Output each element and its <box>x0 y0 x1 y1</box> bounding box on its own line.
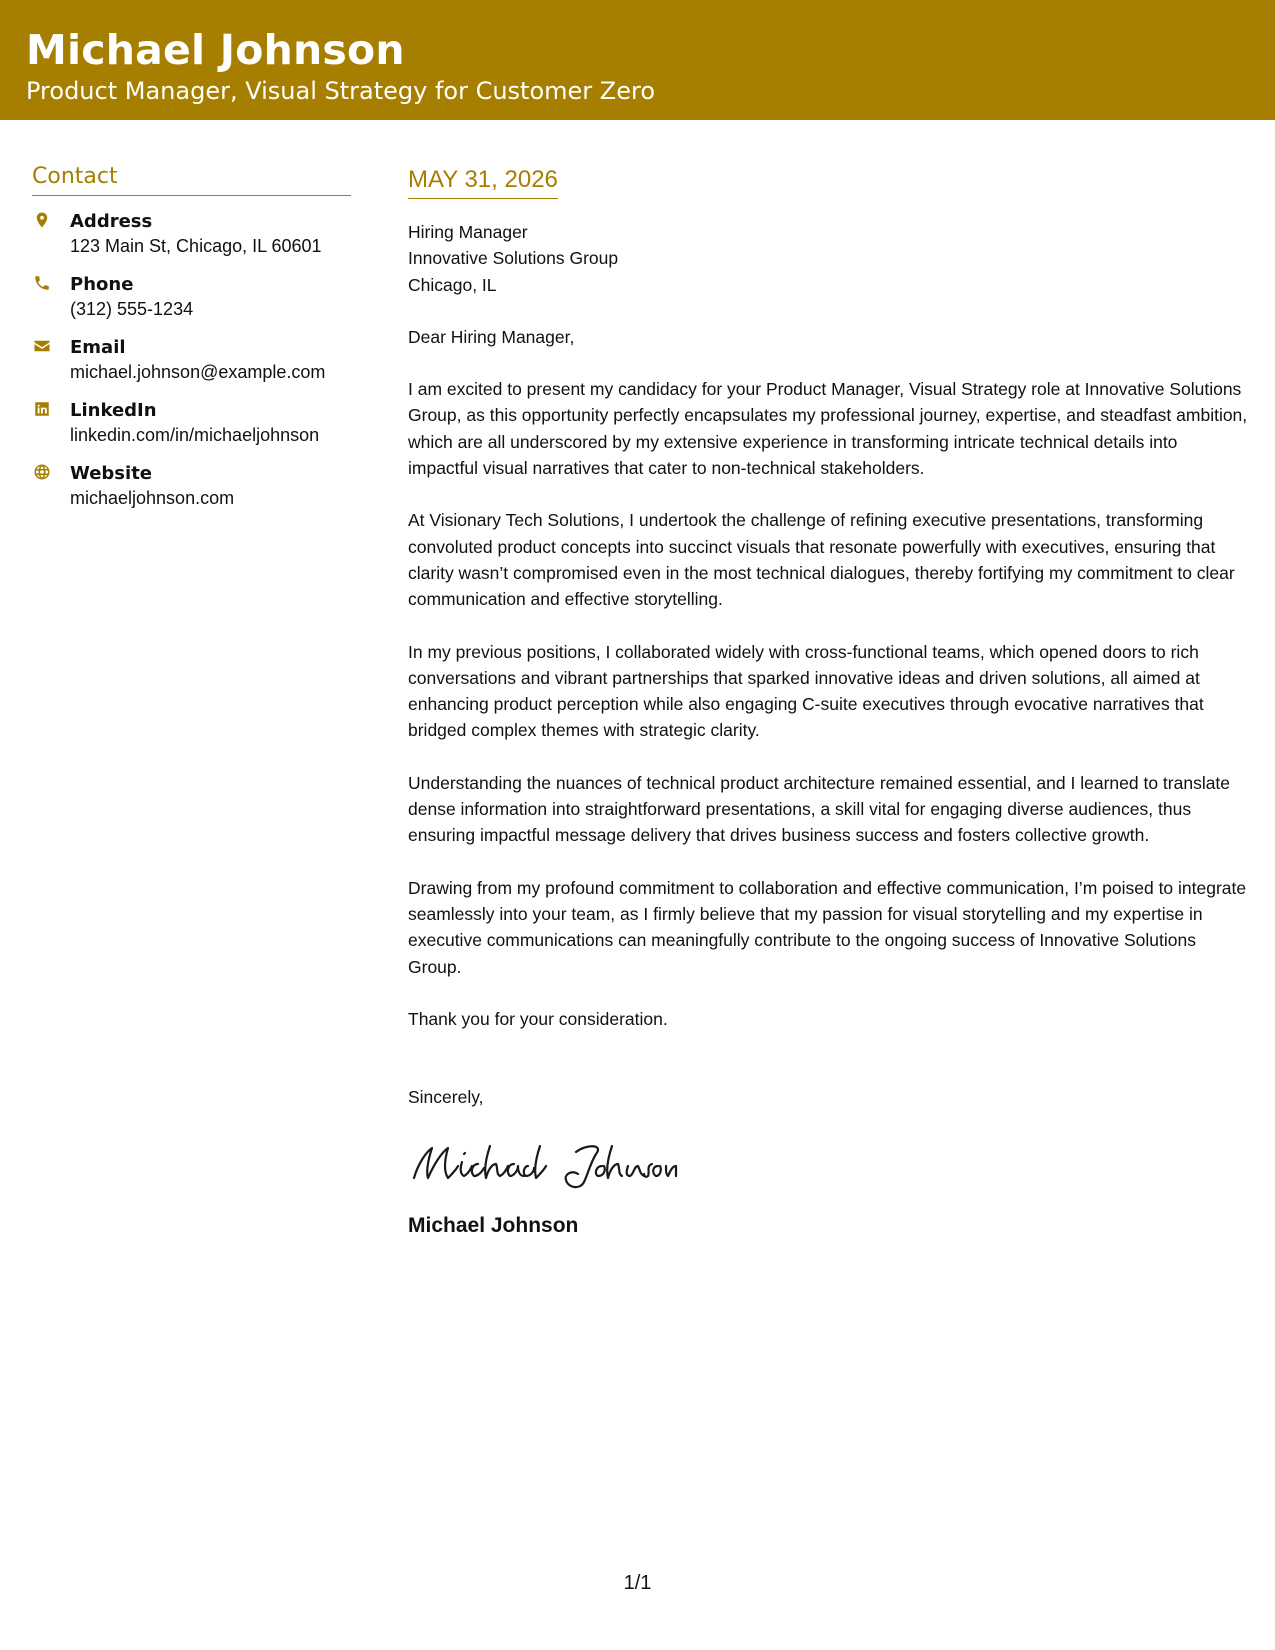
contact-item-website <box>32 462 351 510</box>
contact-item-email <box>32 336 351 384</box>
contact-item-phone <box>32 273 351 321</box>
contact-heading: Contact <box>32 162 351 196</box>
page-number: 1/1 <box>623 1572 652 1594</box>
header-banner <box>0 0 1275 120</box>
body-paragraph: Understanding the nuances of technical product architecture remained essential, and I learned to translate dense information into straightforward presentations, a skill vital for engaging diverse audiences, thus ensuring impactful message delivery that drives business success and fosters collective growth. <box>408 772 1231 846</box>
contact-label: LinkedIn <box>70 400 157 421</box>
globe-icon <box>32 462 52 482</box>
thank-you-line: Thank you for your consideration. <box>408 1008 668 1029</box>
contact-label: Email <box>70 337 126 358</box>
linkedin-icon <box>32 399 52 419</box>
signature-image <box>408 1134 678 1194</box>
address-value: 123 Main St, Chicago, IL 60601 <box>70 236 322 256</box>
phone-value: (312) 555-1234 <box>70 299 194 319</box>
recipient-block <box>408 219 1248 298</box>
map-pin-icon <box>32 210 52 230</box>
contact-item-address <box>32 210 351 258</box>
contact-item-linkedin <box>32 399 351 447</box>
body-paragraph: In my previous positions, I collaborated widely with cross-functional teams, which opened doors to rich conversations and vibrant partnerships that sparked innovative ideas and driven solutions, all aimed at enhancing product perception while also engaging C-suite executives through evocative narratives that bridged complex themes with strategic clarity. <box>408 641 1204 741</box>
applicant-role: Product Manager, Visual Strategy for Customer Zero <box>26 77 656 105</box>
envelope-icon <box>32 336 52 356</box>
letter-body <box>408 164 1248 1240</box>
letter-date: MAY 31, 2026 <box>408 164 558 199</box>
body-paragraph: At Visionary Tech Solutions, I undertook the challenge of refining executive presentations, transforming convoluted product concepts into succinct visuals that resonate powerfully with executives, ensuring that clarity wasn’t compromised even in the most technical dialogues, thereby fortifying my commitment to clear communication and effective storytelling. <box>408 510 1235 610</box>
recipient-line: Chicago, IL <box>408 274 497 295</box>
contact-sidebar <box>32 162 351 525</box>
phone-icon <box>32 273 52 293</box>
recipient-line: Innovative Solutions Group <box>408 248 619 269</box>
closing: Sincerely, <box>408 1087 484 1108</box>
body-paragraph: Drawing from my profound commitment to collaboration and effective communication, I’m poised to integrate seamlessly into your team, as I firmly believe that my passion for visual storytelling and my expertise in executive communications can meaningfully contribute to the ongoing success of Innovative Solutions Group. <box>408 877 1247 977</box>
contact-label: Website <box>70 463 153 484</box>
handwritten-signature <box>408 1134 1248 1194</box>
greeting: Dear Hiring Manager, <box>408 326 575 347</box>
email-value: michael.johnson@example.com <box>70 362 326 382</box>
recipient-line: Hiring Manager <box>408 222 528 242</box>
website-value: michaeljohnson.com <box>70 488 235 508</box>
linkedin-value: linkedin.com/in/michaeljohnson <box>70 425 320 445</box>
contact-label: Address <box>70 211 153 232</box>
signer-name: Michael Johnson <box>408 1214 579 1238</box>
applicant-name: Michael Johnson <box>26 26 405 74</box>
body-paragraph: I am excited to present my candidacy for your Product Manager, Visual Strategy role at Innovative Solutions Group, as this opportunity perfectly encapsulates my professional journey, expertise, and steadfast ambition, which are all underscored by my extensive experience in transforming intricate technical details into impactful visual narratives that cater to non-technical stakeholders. <box>408 379 1248 479</box>
contact-label: Phone <box>70 274 134 295</box>
